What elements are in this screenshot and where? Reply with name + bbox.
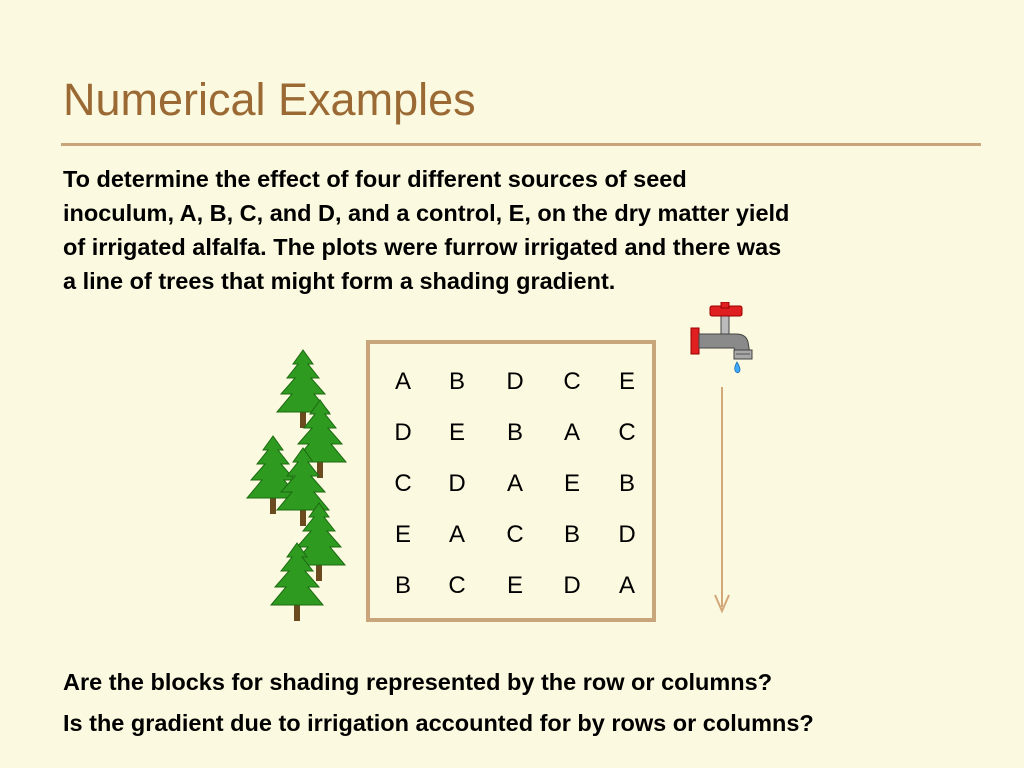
paragraph-line: inoculum, A, B, C, and D, and a control, E, on the dry matter yield bbox=[63, 200, 790, 226]
grid-cell: E bbox=[563, 470, 580, 497]
grid-cell: A bbox=[506, 470, 523, 497]
grid-cell: C bbox=[506, 521, 524, 548]
grid-cell: D bbox=[506, 368, 524, 395]
grid-cell: A bbox=[394, 368, 411, 395]
problem-description bbox=[63, 162, 963, 298]
grid-cell: D bbox=[448, 470, 466, 497]
grid-cell: C bbox=[618, 419, 636, 446]
grid-cell: E bbox=[506, 572, 523, 599]
grid-cell: E bbox=[394, 521, 411, 548]
grid-cell: A bbox=[618, 572, 635, 599]
down-arrow-icon bbox=[712, 385, 732, 615]
grid-cell: D bbox=[394, 419, 412, 446]
latin-square-grid bbox=[366, 340, 656, 622]
paragraph-line: of irrigated alfalfa. The plots were furrow irrigated and there was bbox=[63, 234, 782, 260]
grid-cell: D bbox=[563, 572, 581, 599]
title-divider bbox=[61, 143, 981, 146]
slide-title: Numerical Examples bbox=[63, 74, 476, 125]
grid-cell: D bbox=[618, 521, 636, 548]
grid-cell: E bbox=[448, 419, 465, 446]
paragraph-line: To determine the effect of four different sources of seed bbox=[63, 166, 687, 192]
grid-cell: A bbox=[448, 521, 465, 548]
grid-cell: E bbox=[618, 368, 635, 395]
paragraph-line: a line of trees that might form a shading gradient. bbox=[63, 268, 616, 294]
question-irrigation: Is the gradient due to irrigation accounted for by rows or columns? bbox=[63, 710, 814, 736]
grid-cell: C bbox=[563, 368, 581, 395]
grid-cell: A bbox=[563, 419, 580, 446]
water-faucet-icon bbox=[690, 302, 760, 377]
pine-tree-icon bbox=[245, 348, 375, 628]
grid-cell: B bbox=[448, 368, 465, 395]
question-shading: Are the blocks for shading represented by the row or columns? bbox=[63, 669, 773, 695]
grid-cell: B bbox=[506, 419, 523, 446]
grid-cell: C bbox=[448, 572, 466, 599]
grid-cell: B bbox=[563, 521, 580, 548]
grid-cell: B bbox=[394, 572, 411, 599]
grid-cell: C bbox=[394, 470, 412, 497]
grid-cell: B bbox=[618, 470, 635, 497]
